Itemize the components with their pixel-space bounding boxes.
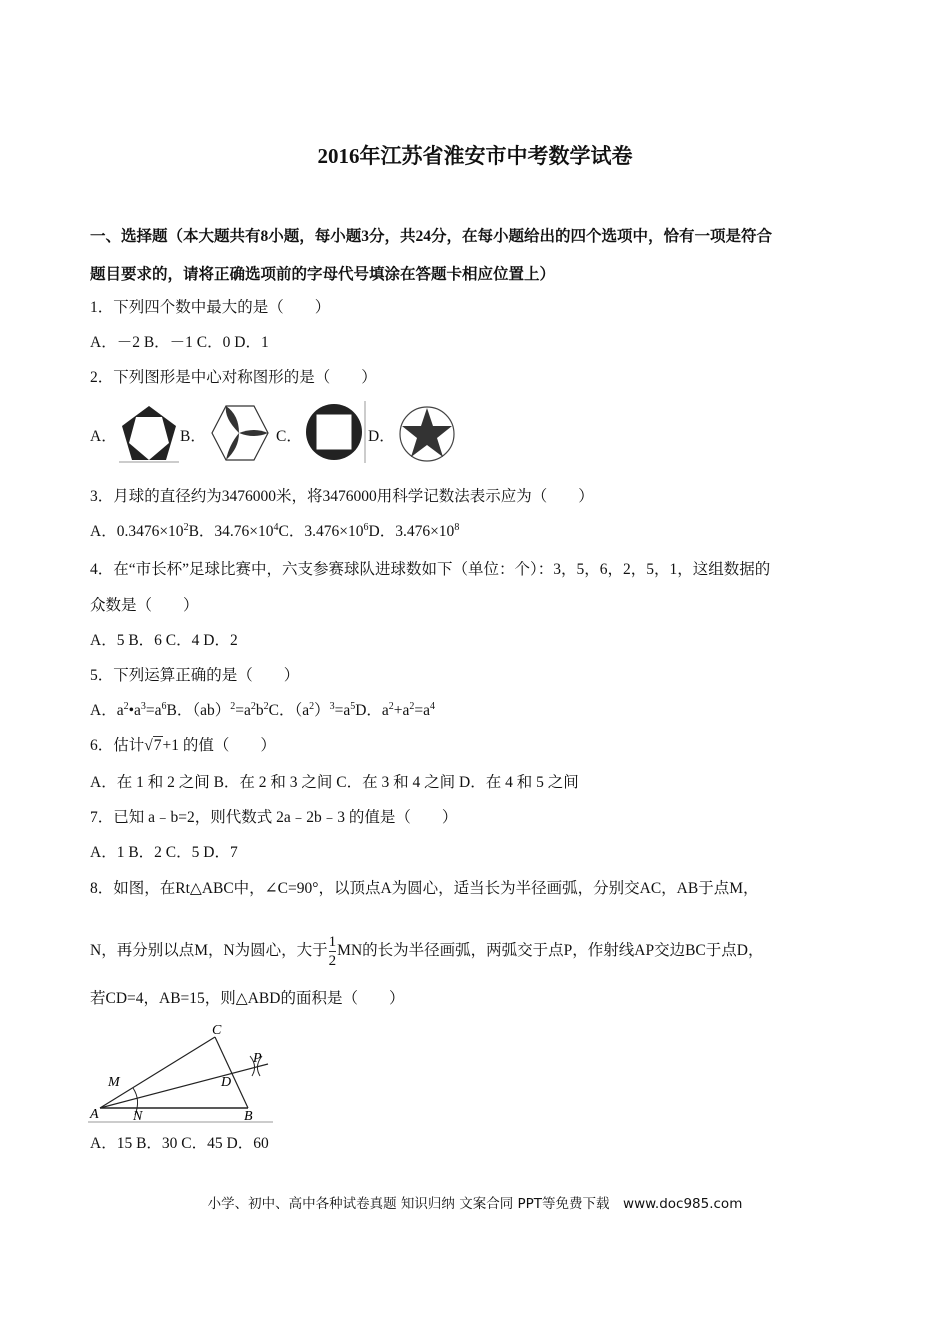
q2-label-b: B． <box>180 428 206 445</box>
q5-stem: 5．下列运算正确的是（ ） <box>90 667 300 684</box>
q4-line1: 4．在“市长杯”足球比赛中，六支参赛球队进球数如下（单位：个）：3，5，6，2，5，1，这组数据的 <box>90 561 771 578</box>
text-segment: A．a <box>90 702 124 719</box>
section-heading-line1: 一、选择题（本大题共有8小题，每小题3分，共24分，在每小题给出的四个选项中，恰有一项是符合 <box>90 228 773 245</box>
text-segment: =a <box>414 702 431 719</box>
q2-figure-circle-star <box>397 403 457 463</box>
exponent: 2 <box>183 522 189 533</box>
text-segment: =a <box>334 702 351 719</box>
q1-stem: 1．下列四个数中最大的是（ ） <box>90 299 331 316</box>
text-segment: b <box>255 702 264 719</box>
q3-stem: 3．月球的直径约为3476000米，将3476000用科学记数法表示应为（ ） <box>90 488 594 505</box>
label-b: B <box>244 1109 253 1124</box>
exponent: 2 <box>309 701 315 712</box>
q6-options: A．在 1 和 2 之间 B．在 2 和 3 之间 C．在 3 和 4 之间 D．在 4 和 5 之间 <box>90 774 579 791</box>
text-segment: C．（a <box>268 702 310 719</box>
label-n: N <box>133 1109 143 1124</box>
q2-figure-circle-square <box>304 401 366 463</box>
q2-figure-pentagon <box>119 403 179 463</box>
text-segment: ） <box>314 702 330 719</box>
text-segment: A．0.3476×10 <box>90 523 184 540</box>
text-segment: D．a <box>355 702 389 719</box>
text-segment: +a <box>393 702 410 719</box>
exponent: 2 <box>263 701 269 712</box>
q8-triangle-figure <box>88 1018 273 1126</box>
q2-stem: 2．下列图形是中心对称图形的是（ ） <box>90 369 377 386</box>
q8-options: A．15 B．30 C．45 D．60 <box>90 1135 269 1152</box>
q3-options <box>90 522 459 542</box>
exponent: 4 <box>430 701 436 712</box>
q8-line2-pre: N，再分别以点M，N为圆心，大于 <box>90 942 328 959</box>
label-p: P <box>253 1051 262 1066</box>
exponent: 2 <box>230 701 236 712</box>
label-d: D <box>221 1075 232 1090</box>
q7-stem: 7．已知 a﹣b=2，则代数式 2a﹣2b﹣3 的值是（ ） <box>90 809 458 826</box>
exponent: 6 <box>161 701 167 712</box>
q7-options: A．1 B．2 C．5 D．7 <box>90 844 238 861</box>
exponent: 2 <box>409 701 415 712</box>
text-segment: D．3.476×10 <box>368 523 455 540</box>
q8-line2-post: MN的长为半径画弧，两弧交于点P，作射线AP交边BC于点D， <box>337 942 764 959</box>
section-heading-line2: 题目要求的，请将正确选项前的字母代号填涂在答题卡相应位置上） <box>90 266 556 283</box>
q6-suffix: +1 的值（ ） <box>162 737 276 754</box>
q2-label-d: D． <box>368 428 395 445</box>
footer-text: 小学、初中、高中各种试卷真题 知识归纳 文案合同 PPT等免费下载 www.doc985.com <box>207 1196 743 1212</box>
q6-prefix: 6．估计 <box>90 737 145 754</box>
exponent: 4 <box>273 522 279 533</box>
exponent: 3 <box>140 701 146 712</box>
exponent: 2 <box>388 701 394 712</box>
text-segment: B．34.76×10 <box>188 523 274 540</box>
q8-line1: 8．如图，在Rt△ABC中，∠C=90°，以顶点A为圆心，适当长为半径画弧，分别交AC，AB于点M， <box>90 880 759 897</box>
document-title: 2016年江苏省淮安市中考数学试卷 <box>317 144 633 168</box>
text-segment: •a <box>128 702 141 719</box>
q1-options: A．－2 B．－1 C．0 D．1 <box>90 334 269 351</box>
exponent: 3 <box>329 701 335 712</box>
exponent: 8 <box>454 522 460 533</box>
fraction-denominator: 2 <box>328 952 337 969</box>
q2-label-c: C． <box>276 428 302 445</box>
label-a: A <box>90 1107 99 1122</box>
text-segment: =a <box>235 702 251 719</box>
text-segment: =a <box>145 702 162 719</box>
q8-line2 <box>90 926 763 976</box>
exponent: 5 <box>350 701 356 712</box>
q6-stem <box>90 736 276 756</box>
q4-options: A．5 B．6 C．4 D．2 <box>90 632 238 649</box>
q2-label-a: A． <box>90 428 117 445</box>
label-m: M <box>108 1075 120 1090</box>
q8-line3: 若CD=4，AB=15，则△ABD的面积是（ ） <box>90 990 405 1007</box>
exponent: 2 <box>123 701 129 712</box>
fraction-numerator: 1 <box>328 933 337 950</box>
exponent: 2 <box>250 701 256 712</box>
text-segment: B．（ab） <box>166 702 231 719</box>
text-segment: C．3.476×10 <box>278 523 364 540</box>
sqrt-symbol: √7 <box>144 737 162 754</box>
q4-line2: 众数是（ ） <box>90 597 199 614</box>
exponent: 6 <box>363 522 369 533</box>
q6-radicand: 7 <box>153 737 162 754</box>
fraction-one-half <box>329 933 337 970</box>
label-c: C <box>212 1023 222 1038</box>
q5-options <box>90 701 435 721</box>
q2-figure-hexagon-leaves <box>209 403 269 463</box>
